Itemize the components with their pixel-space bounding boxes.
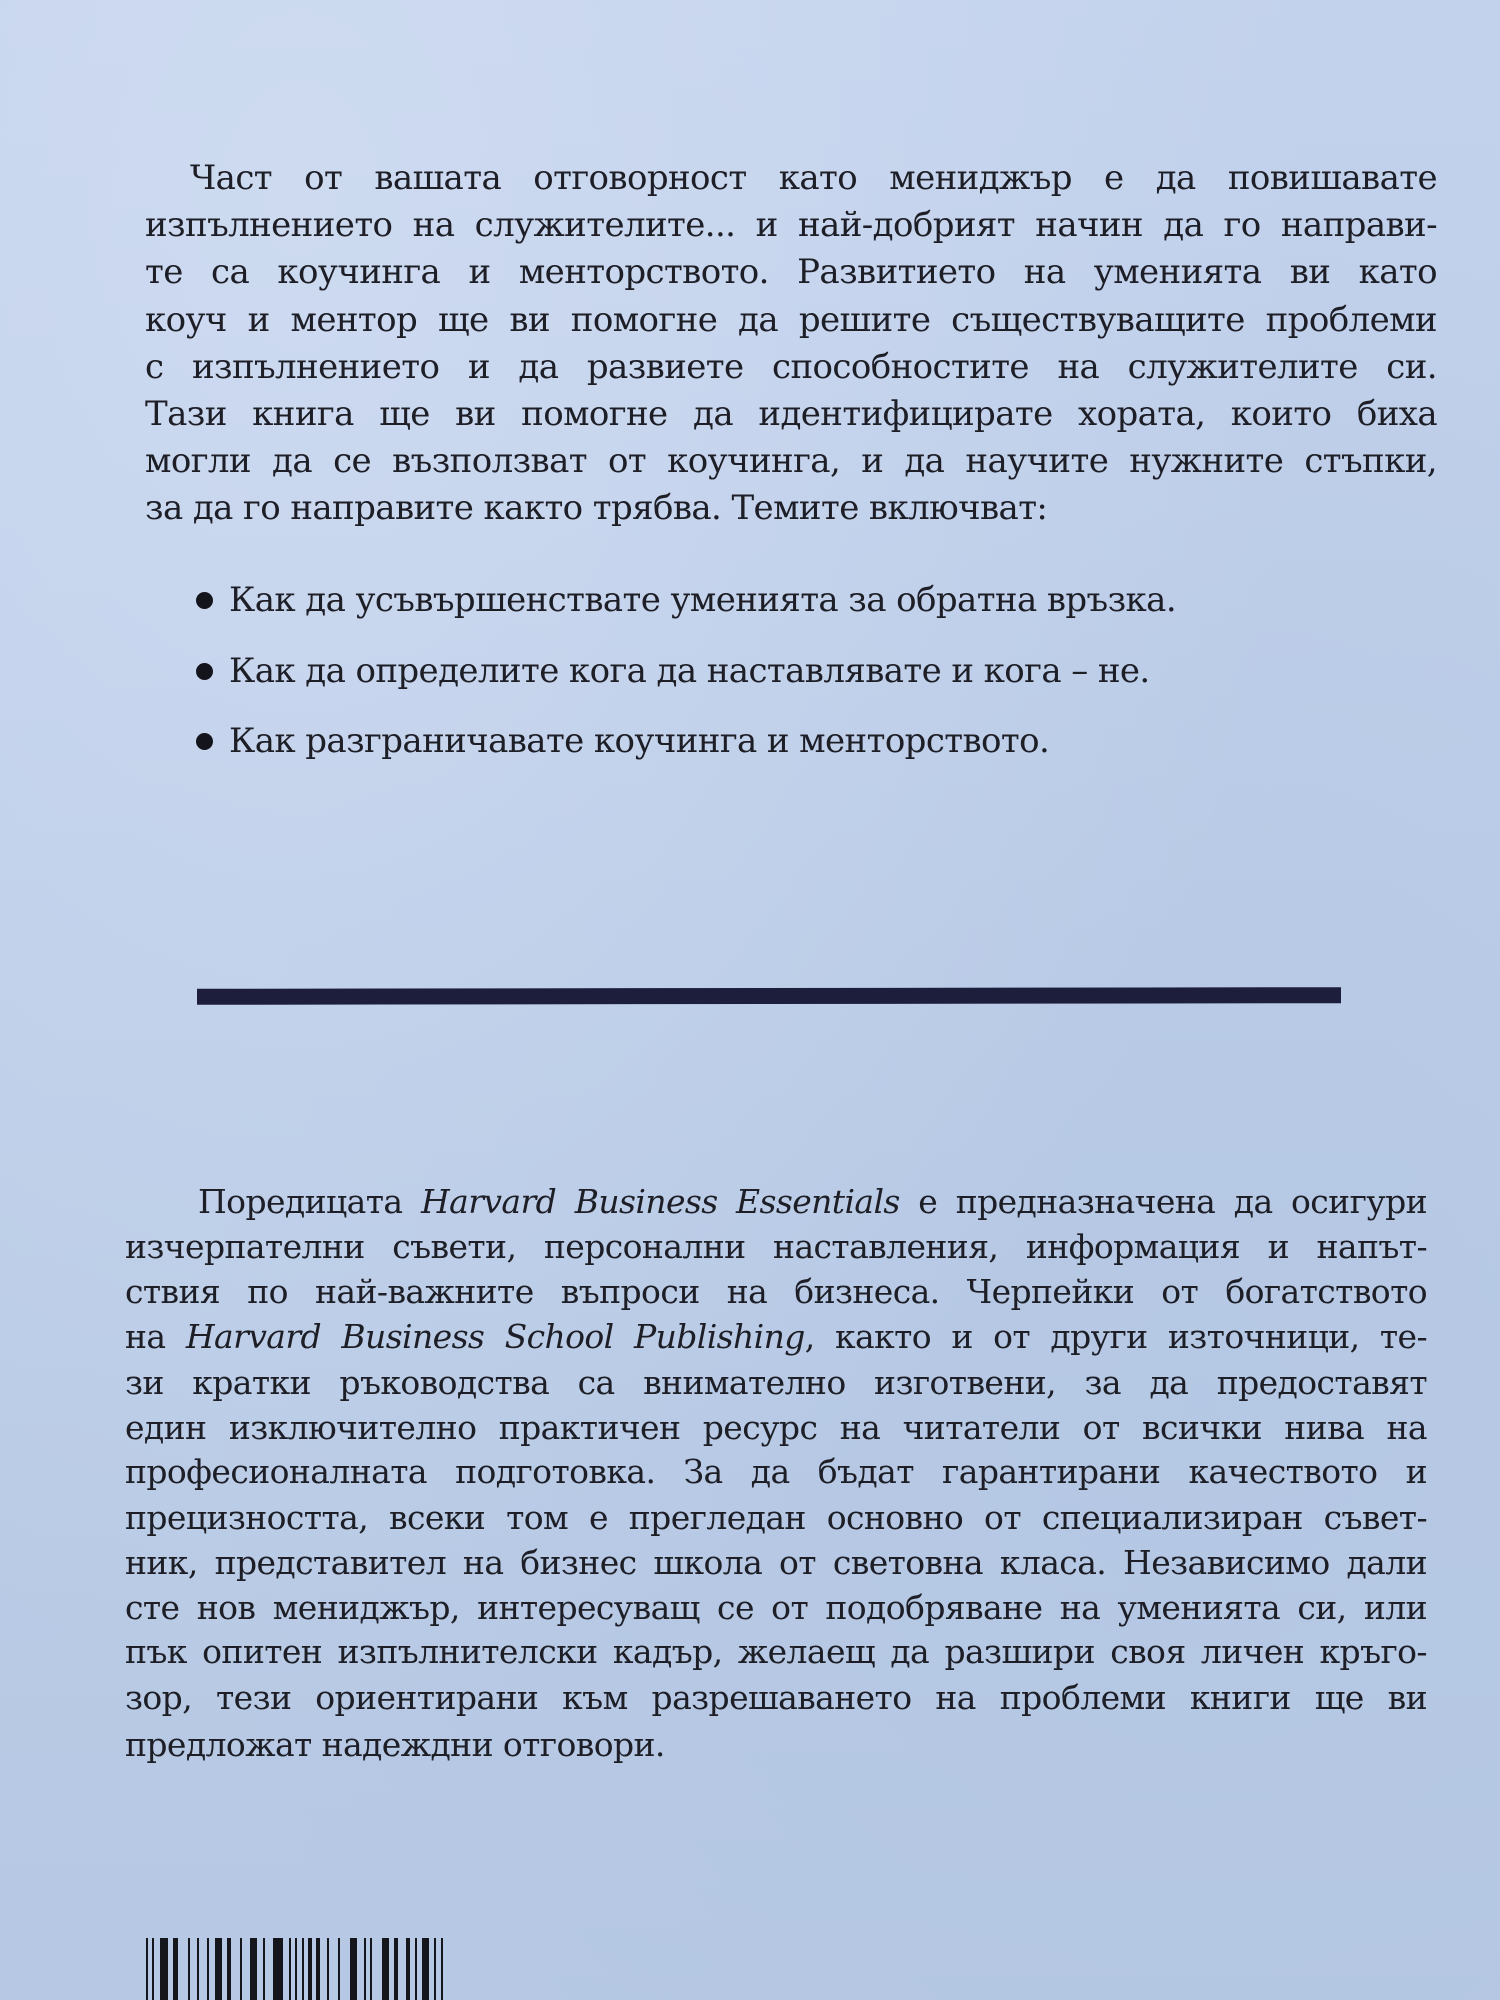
series-line — [125, 1632, 1427, 1672]
series-text: прецизността, всеки том е прегледан основно от специализиран съвет- — [125, 1498, 1427, 1537]
barcode-bar — [382, 1938, 389, 2000]
intro-line: за да го направите както трябва. Темите включват: — [145, 488, 1048, 528]
series-line — [125, 1363, 1427, 1403]
series-text: ствия по най-важните въпроси на бизнеса. Черпейки от богатството — [125, 1272, 1427, 1311]
barcode-bar — [327, 1938, 329, 2000]
topic-text: Как да определите кога да наставлявате и кога – не. — [229, 651, 1150, 691]
barcode-bar — [152, 1938, 154, 2000]
barcode-bar — [207, 1938, 209, 2000]
series-text: пък опитен изпълнителски кадър, желаещ да разшири своя личен кръго- — [125, 1632, 1427, 1671]
bullet-icon — [196, 592, 213, 609]
series-text: е предназначена да осигури — [899, 1182, 1427, 1221]
series-title-italic: Harvard Business School Publishing — [185, 1317, 805, 1356]
series-line — [125, 1678, 1427, 1718]
series-line — [125, 1498, 1427, 1538]
bullet-icon — [196, 733, 213, 750]
series-title-italic: Harvard Business Essentials — [420, 1182, 900, 1221]
barcode-bar — [316, 1938, 320, 2000]
series-line — [125, 1725, 1427, 1765]
series-line — [125, 1452, 1427, 1492]
intro-line: изпълнението на служителите... и най-добрият начин да го направи- — [145, 205, 1437, 245]
intro-line: коуч и ментор ще ви помогне да решите съществуващите проблеми — [145, 300, 1437, 340]
series-text: професионалната подготовка. За да бъдат гарантирани качеството и — [125, 1452, 1427, 1491]
topic-item — [196, 580, 1176, 620]
topic-item — [196, 721, 1049, 761]
intro-line: Тази книга ще ви помогне да идентифицирате хората, които биха — [145, 394, 1437, 434]
series-text: ник, представител на бизнес школа от световна класа. Независимо дали — [125, 1543, 1427, 1582]
barcode-bar — [338, 1938, 340, 2000]
series-text: зи кратки ръководства са внимателно изготвени, за да предоставят — [125, 1363, 1427, 1402]
barcode-bar — [295, 1938, 297, 2000]
barcode-bar — [441, 1938, 443, 2000]
intro-line: Част от вашата отговорност като мениджър е да повишавате — [190, 158, 1437, 198]
barcode-bar — [370, 1938, 372, 2000]
series-text: Поредицата — [198, 1182, 421, 1221]
topic-text: Как разграничавате коучинга и менторството. — [229, 721, 1050, 761]
intro-line: те са коучинга и менторството. Развитието на уменията ви като — [145, 252, 1437, 292]
barcode-bar — [289, 1938, 291, 2000]
topic-text: Как да усъвършенствате уменията за обратна връзка. — [229, 580, 1177, 620]
divider-rule — [197, 987, 1341, 1005]
barcode-bar — [308, 1938, 312, 2000]
barcode-bar — [240, 1938, 242, 2000]
barcode-bar — [250, 1938, 257, 2000]
topic-item — [196, 651, 1150, 691]
series-text: сте нов мениджър, интересуващ се от подобряване на уменията си, или — [125, 1588, 1427, 1627]
barcode-bar — [227, 1938, 231, 2000]
series-text: зор, тези ориентирани към разрешаването на проблеми книги ще ви — [125, 1678, 1427, 1717]
barcode-bar — [422, 1938, 429, 2000]
barcode-bar — [394, 1938, 398, 2000]
series-line — [125, 1272, 1427, 1312]
series-line — [125, 1408, 1427, 1448]
series-line — [125, 1588, 1427, 1628]
barcode-bar — [263, 1938, 265, 2000]
series-text: , както и от други източници, те- — [804, 1317, 1427, 1356]
barcode-bar — [188, 1938, 190, 2000]
series-text: изчерпателни съвети, персонални наставления, информация и напът- — [125, 1227, 1427, 1266]
barcode-bar — [160, 1938, 168, 2000]
intro-line: могли да се възползват от коучинга, и да научите нужните стъпки, — [145, 441, 1437, 481]
barcode-bar — [350, 1938, 357, 2000]
barcode-bar — [364, 1938, 366, 2000]
series-text: един изключително практичен ресурс на читатели от всички нива на — [125, 1408, 1427, 1447]
barcode-bar — [173, 1938, 178, 2000]
series-text: на — [125, 1317, 186, 1356]
barcode-graphic — [140, 1938, 460, 2000]
barcode-icon — [140, 1938, 460, 2000]
barcode-bar — [146, 1938, 148, 2000]
series-line — [125, 1227, 1427, 1267]
barcode-bar — [215, 1938, 222, 2000]
barcode-bar — [273, 1938, 283, 2000]
barcode-bar — [434, 1938, 436, 2000]
series-line — [125, 1543, 1427, 1583]
barcode-bar — [302, 1938, 304, 2000]
series-line — [198, 1182, 1427, 1222]
intro-line: с изпълнението и да развиете способностите на служителите си. — [145, 347, 1437, 387]
series-line — [125, 1317, 1427, 1357]
barcode-bar — [197, 1938, 199, 2000]
barcode-bar — [406, 1938, 410, 2000]
barcode-bar — [415, 1938, 417, 2000]
series-text: предложат надеждни отговори. — [125, 1725, 665, 1764]
bullet-icon — [196, 663, 213, 680]
